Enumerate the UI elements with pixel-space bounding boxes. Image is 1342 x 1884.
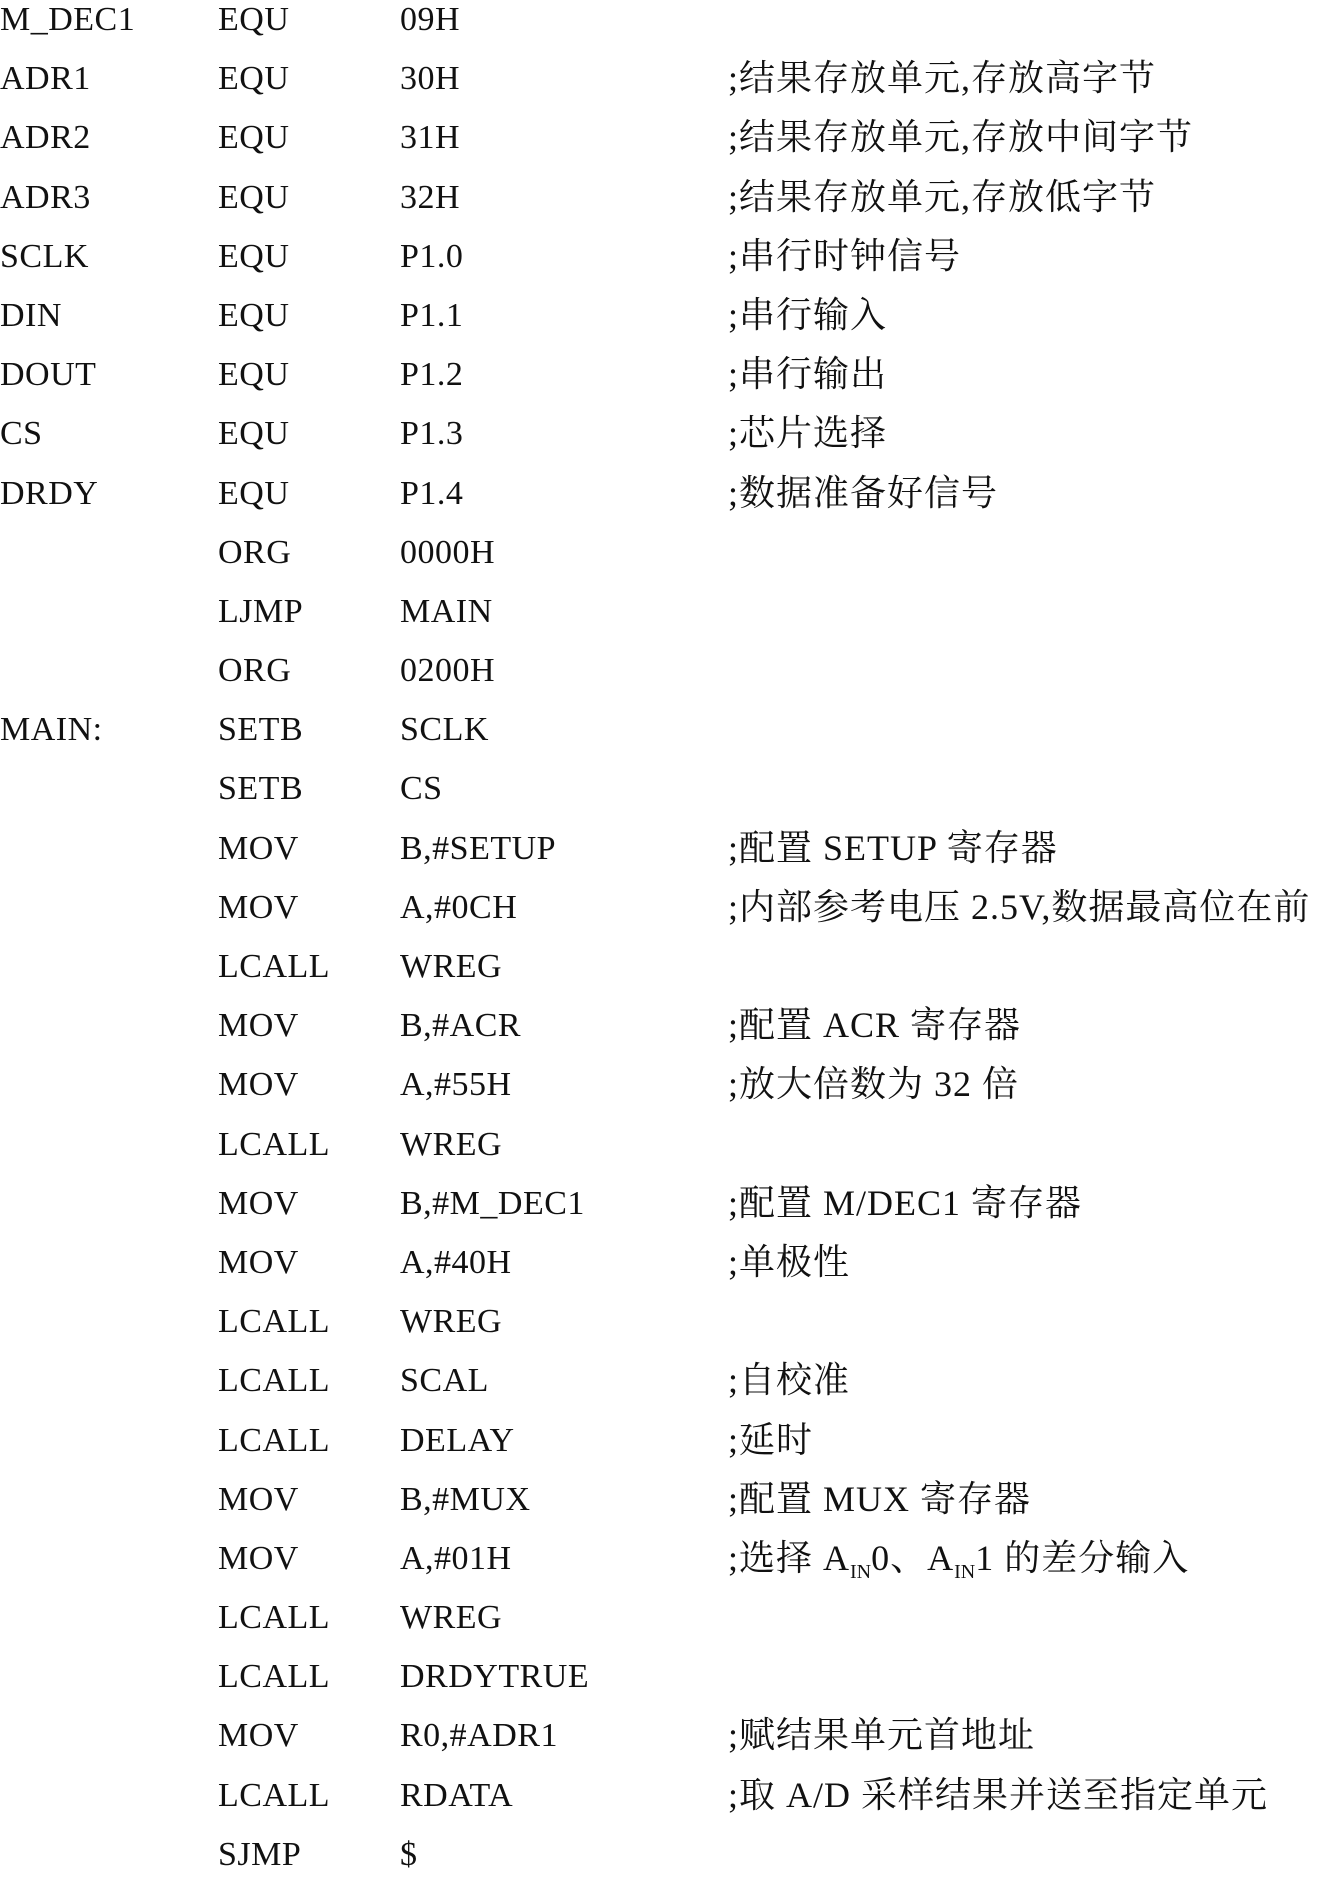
- comment-subscript: IN: [954, 1560, 976, 1583]
- code-line: [0, 1529, 1342, 1588]
- code-mnemonic: EQU: [218, 60, 290, 98]
- code-line: [0, 1706, 1342, 1765]
- code-operand: B,#SETUP: [400, 829, 557, 867]
- code-operand: A,#55H: [400, 1066, 512, 1104]
- code-line: [0, 168, 1342, 227]
- code-line: [0, 404, 1342, 463]
- code-mnemonic: ORG: [218, 533, 292, 571]
- code-mnemonic: EQU: [218, 237, 290, 275]
- code-operand: 31H: [400, 119, 461, 157]
- code-comment: ;单极性: [728, 1241, 851, 1282]
- code-operand: WREG: [400, 1599, 503, 1637]
- code-operand: SCAL: [400, 1362, 489, 1400]
- code-mnemonic: EQU: [218, 474, 290, 512]
- code-mnemonic: LCALL: [218, 1776, 331, 1814]
- code-comment: ;芯片选择: [728, 413, 888, 454]
- code-comment: ;结果存放单元,存放高字节: [728, 58, 1157, 99]
- code-comment: ;串行输入: [728, 294, 888, 335]
- code-comment: ;配置 ACR 寄存器: [728, 1005, 1022, 1046]
- code-line: [0, 996, 1342, 1055]
- code-mnemonic: EQU: [218, 296, 290, 334]
- comment-subscript: IN: [850, 1560, 872, 1583]
- code-operand: 30H: [400, 60, 461, 98]
- code-mnemonic: EQU: [218, 1, 290, 38]
- code-label: DOUT: [0, 356, 97, 394]
- code-mnemonic: SJMP: [218, 1835, 302, 1873]
- code-operand: P1.2: [400, 356, 464, 394]
- code-comment: ;内部参考电压 2.5V,数据最高位在前: [728, 886, 1311, 927]
- code-line: [0, 345, 1342, 404]
- code-comment: ;串行输出: [728, 354, 888, 395]
- code-operand: B,#M_DEC1: [400, 1184, 585, 1222]
- comment-text: 0、A: [871, 1537, 955, 1578]
- code-mnemonic: LJMP: [218, 592, 304, 630]
- code-comment: ;配置 M/DEC1 寄存器: [728, 1182, 1083, 1223]
- code-operand: P1.1: [400, 296, 464, 334]
- code-label: DRDY: [0, 474, 99, 512]
- code-line: [0, 759, 1342, 818]
- code-label: MAIN:: [0, 711, 103, 749]
- code-comment: ;配置 MUX 寄存器: [728, 1478, 1032, 1519]
- comment-text: ;选择 A: [728, 1537, 851, 1578]
- code-mnemonic: EQU: [218, 415, 290, 453]
- code-comment: ;延时: [728, 1419, 814, 1460]
- code-line: [0, 1470, 1342, 1529]
- code-operand: WREG: [400, 1125, 503, 1163]
- code-label: M_DEC1: [0, 1, 136, 38]
- code-operand: SCLK: [400, 711, 489, 749]
- code-operand: A,#01H: [400, 1539, 512, 1577]
- code-mnemonic: MOV: [218, 1539, 299, 1577]
- code-operand: RDATA: [400, 1776, 514, 1814]
- code-line: [0, 1055, 1342, 1114]
- code-line: [0, 937, 1342, 996]
- code-operand: $: [400, 1835, 418, 1873]
- code-line: [0, 108, 1342, 167]
- code-line: [0, 1825, 1342, 1884]
- code-operand: MAIN: [400, 592, 493, 630]
- code-operand: P1.0: [400, 237, 464, 275]
- code-operand: 09H: [400, 1, 461, 38]
- code-comment: ;串行时钟信号: [728, 235, 962, 276]
- code-operand: R0,#ADR1: [400, 1717, 558, 1755]
- code-operand: 0000H: [400, 533, 496, 571]
- code-line: [0, 1766, 1342, 1825]
- code-label: ADR3: [0, 178, 91, 216]
- code-line: [0, 0, 1342, 49]
- code-line: [0, 1647, 1342, 1706]
- code-line: [0, 582, 1342, 641]
- code-mnemonic: ORG: [218, 652, 292, 690]
- code-comment: ;自校准: [728, 1360, 851, 1401]
- code-comment: ;结果存放单元,存放低字节: [728, 176, 1157, 217]
- code-mnemonic: MOV: [218, 1066, 299, 1104]
- code-line: [0, 1292, 1342, 1351]
- code-mnemonic: MOV: [218, 1007, 299, 1045]
- code-operand: 0200H: [400, 652, 496, 690]
- code-mnemonic: SETB: [218, 770, 304, 808]
- code-operand: B,#MUX: [400, 1480, 531, 1518]
- code-mnemonic: LCALL: [218, 948, 331, 985]
- code-mnemonic: MOV: [218, 1480, 299, 1518]
- code-mnemonic: EQU: [218, 178, 290, 216]
- comment-text: 1 的差分输入: [975, 1537, 1190, 1578]
- code-mnemonic: EQU: [218, 356, 290, 394]
- code-comment: ;配置 SETUP 寄存器: [728, 827, 1058, 868]
- code-label: DIN: [0, 296, 62, 334]
- code-mnemonic: MOV: [218, 1184, 299, 1222]
- code-mnemonic: MOV: [218, 888, 299, 926]
- code-operand: DELAY: [400, 1421, 515, 1459]
- code-operand: A,#0CH: [400, 888, 518, 926]
- code-operand: B,#ACR: [400, 1007, 522, 1045]
- code-line: [0, 464, 1342, 523]
- code-operand: WREG: [400, 1303, 503, 1341]
- code-comment: ;赋结果单元首地址: [728, 1715, 1036, 1756]
- code-mnemonic: LCALL: [218, 1658, 331, 1696]
- code-mnemonic: EQU: [218, 119, 290, 157]
- code-comment: ;数据准备好信号: [728, 472, 999, 513]
- code-mnemonic: MOV: [218, 1717, 299, 1755]
- code-line: [0, 1411, 1342, 1470]
- code-line: [0, 286, 1342, 345]
- code-mnemonic: SETB: [218, 711, 304, 749]
- code-line: [0, 523, 1342, 582]
- code-label: ADR2: [0, 119, 91, 157]
- code-mnemonic: LCALL: [218, 1303, 331, 1341]
- code-mnemonic: MOV: [218, 829, 299, 867]
- code-label: ADR1: [0, 60, 91, 98]
- code-mnemonic: LCALL: [218, 1421, 331, 1459]
- code-operand: A,#40H: [400, 1243, 512, 1281]
- code-operand: P1.4: [400, 474, 464, 512]
- code-comment: ;结果存放单元,存放中间字节: [728, 117, 1194, 158]
- code-mnemonic: LCALL: [218, 1362, 331, 1400]
- code-label: CS: [0, 415, 43, 453]
- code-line: [0, 1588, 1342, 1647]
- code-operand: DRDYTRUE: [400, 1658, 590, 1696]
- code-line: [0, 819, 1342, 878]
- code-operand: CS: [400, 770, 443, 808]
- code-mnemonic: LCALL: [218, 1125, 331, 1163]
- code-comment: ;取 A/D 采样结果并送至指定单元: [728, 1774, 1269, 1815]
- code-mnemonic: MOV: [218, 1243, 299, 1281]
- code-comment: ;放大倍数为 32 倍: [728, 1064, 1020, 1105]
- code-label: SCLK: [0, 237, 89, 275]
- code-line: [0, 1233, 1342, 1292]
- code-operand: P1.3: [400, 415, 464, 453]
- code-line: [0, 49, 1342, 108]
- code-line: [0, 641, 1342, 700]
- code-line: [0, 1115, 1342, 1174]
- code-line: [0, 878, 1342, 937]
- code-operand: WREG: [400, 948, 503, 985]
- code-line: [0, 700, 1342, 759]
- code-operand: 32H: [400, 178, 461, 216]
- code-line: [0, 1351, 1342, 1410]
- code-line: [0, 227, 1342, 286]
- code-line: [0, 1174, 1342, 1233]
- code-mnemonic: LCALL: [218, 1599, 331, 1637]
